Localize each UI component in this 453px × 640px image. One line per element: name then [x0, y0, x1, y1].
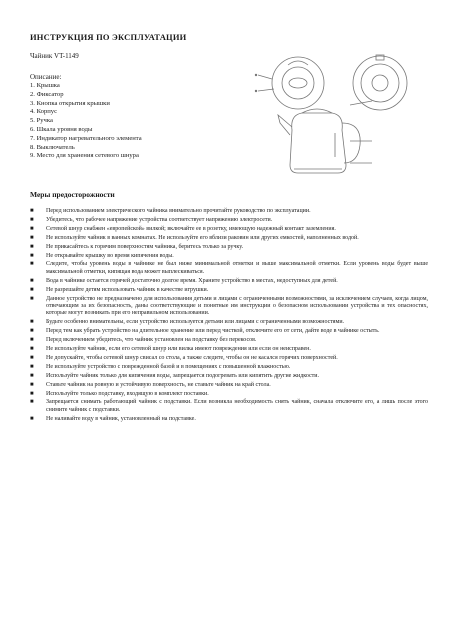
- description-list: [30, 82, 142, 161]
- safety-item: ■ Вода в чайнике остается горячей достаточно долгое время. Храните устройство в местах, недоступных для детей.: [30, 277, 338, 284]
- bullet-icon: ■: [30, 354, 34, 361]
- safety-item: ■ Перед тем как убрать устройство на длительное хранение или перед чисткой, отключите его от сети, дайте воде в чайнике остыть.: [30, 328, 380, 335]
- kettle-body: [290, 113, 346, 173]
- bullet-icon: ■: [30, 363, 34, 370]
- safety-item: ■ Не открывайте крышку во время кипячения воды.: [30, 252, 174, 259]
- bullet-icon: ■: [30, 286, 34, 293]
- description-heading: Описание:: [30, 73, 62, 81]
- bullet-icon: ■: [30, 208, 34, 214]
- bullet-icon: ■: [30, 337, 34, 344]
- safety-item: ■ Следите, чтобы уровень воды в чайнике не был ниже минимальной отметки и выше максимальной отметки. Если уровень воды будет выше максимальной отметки, кипящая вода может выплескиваться.: [30, 261, 428, 275]
- bullet-icon: ■: [30, 225, 34, 232]
- bullet-icon: ■: [30, 415, 34, 422]
- safety-item: ■ Данное устройство не предназначено для использования детьми и лицами с ограниченными возможностями, за исключением случаев, когда лицом, отвечающим за их безопасность, даны соответствующие и понятные им инструкции о безопасном использовании устройства и тех опасностях, которые могут возникать при его неправильном использовании.: [30, 295, 428, 317]
- description-item: 1. Крышка: [30, 82, 60, 89]
- bullet-icon: ■: [30, 372, 34, 379]
- safety-item: ■ Используйте только подставку, входящую в комплект поставки.: [30, 390, 209, 397]
- description-item: 8. Выключатель: [30, 143, 75, 151]
- safety-item: ■ Ставьте чайник на ровную и устойчивую поверхность, не ставьте чайник на край стола.: [30, 381, 271, 388]
- description-item: 4. Корпус: [30, 108, 58, 116]
- bullet-icon: ■: [30, 390, 34, 397]
- bullet-icon: ■: [30, 328, 34, 335]
- safety-item: ■ Не допускайте, чтобы сетевой шнур свисал со стола, а также следите, чтобы он не касался горячих поверхностей.: [30, 354, 338, 361]
- description-item: 3. Кнопка открытия крышки: [30, 99, 110, 107]
- document-title: ИНСТРУКЦИЯ ПО ЭКСПЛУАТАЦИИ: [30, 32, 187, 42]
- description-item: 9. Место для хранения сетевого шнура: [30, 152, 139, 160]
- bullet-icon: ■: [30, 216, 34, 223]
- safety-item: ■ Перед использованием электрического чайника внимательно прочитайте руководство по эксплуатации.: [30, 208, 311, 214]
- safety-item: ■ Не используйте чайник в ванных комнатах. Не используйте его вблизи раковин или других емкостей, наполненных водой.: [30, 234, 359, 241]
- bullet-icon: ■: [30, 277, 34, 284]
- safety-item: ■ Будьте особенно внимательны, если устройство используется детьми или лицами с ограниченными возможностями.: [30, 319, 345, 326]
- bullet-icon: ■: [30, 234, 34, 241]
- bullet-icon: ■: [30, 381, 34, 388]
- safety-item: ■ Перед включением убедитесь, что чайник установлен на подставку без перекосов.: [30, 337, 257, 344]
- safety-item: ■ Используйте чайник только для кипячения воды, запрещается подогревать или кипятить другие жидкости.: [30, 372, 320, 379]
- bullet-icon: ■: [30, 243, 34, 250]
- bullet-icon: ■: [30, 319, 34, 326]
- safety-item: ■ Сетевой шнур снабжен «европейской» вилкой; включайте ее в розетку, имеющую надежный контакт заземления.: [30, 225, 336, 232]
- description-item: 2. Фиксатор: [30, 90, 64, 98]
- safety-item: ■ Не наливайте воду в чайник, установленный на подставке.: [30, 415, 196, 422]
- safety-item: ■ Запрещается снимать работающий чайник с подставки. Если возникла необходимость снять чайник, сначала отключите его, а лишь после этого снимите чайник с подставки.: [30, 399, 428, 413]
- bullet-icon: ■: [30, 261, 34, 268]
- safety-item: ■ Не разрешайте детям использовать чайник в качестве игрушки.: [30, 286, 209, 293]
- bullet-icon: ■: [30, 295, 34, 302]
- description-item: 6. Шкала уровня воды: [30, 125, 93, 133]
- safety-item: ■ Не прикасайтесь к горячим поверхностям чайника, беритесь только за ручку.: [30, 243, 244, 250]
- description-item: 7. Индикатор нагревательного элемента: [30, 134, 142, 142]
- bullet-icon: ■: [30, 399, 34, 406]
- safety-item: ■ Убедитесь, что рабочее напряжение устройства соответствует напряжению электросети.: [30, 216, 273, 223]
- bullet-icon: ■: [30, 346, 34, 352]
- description-item: 5. Ручка: [30, 117, 53, 125]
- safety-item: ■ Не используйте устройство с поврежденной базой и в помещениях с повышенной влажностью.: [30, 363, 291, 370]
- model-number: Чайник VT-1149: [30, 52, 79, 60]
- safety-heading: Меры предосторожности: [30, 190, 115, 199]
- lid-top-view: [272, 57, 324, 109]
- safety-item: ■ Не используйте чайник, если его сетевой шнур или вилка имеют повреждения или если он неисправен.: [30, 346, 311, 352]
- safety-list: [30, 208, 428, 425]
- bullet-icon: ■: [30, 252, 34, 259]
- kettle-diagram: [250, 45, 420, 180]
